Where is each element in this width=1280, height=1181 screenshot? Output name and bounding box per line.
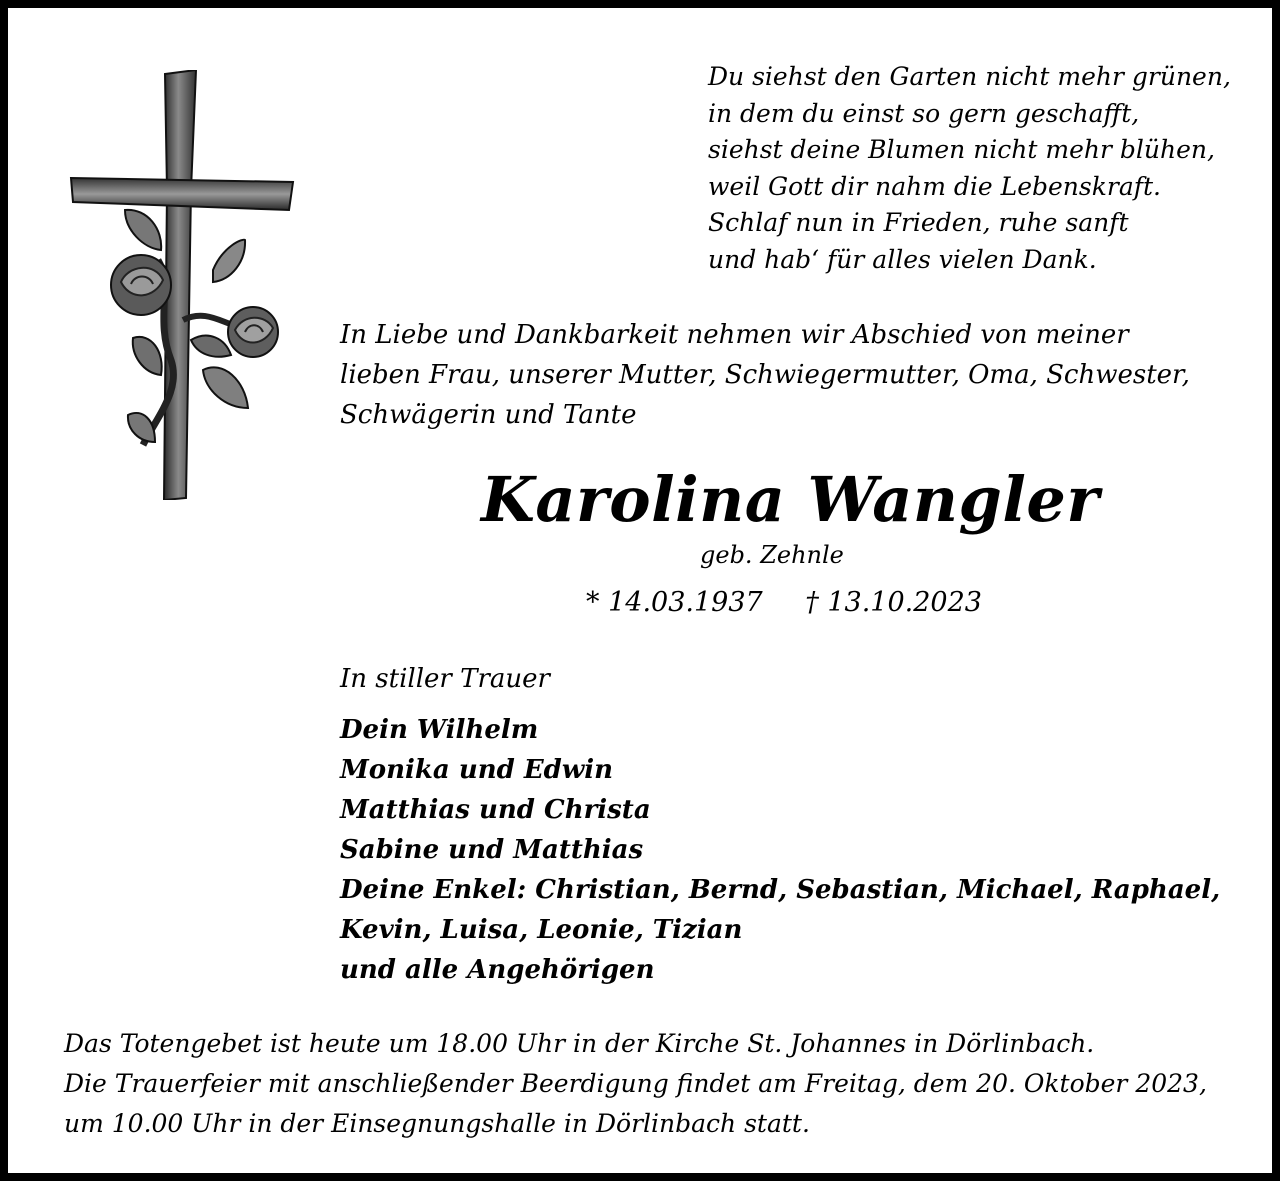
intro-line: lieben Frau, unserer Mutter, Schwiegermutter, Oma, Schwester, [340,360,1190,390]
grief-intro: In stiller Trauer [340,664,550,694]
notice-line: um 10.00 Uhr in der Einsegnungshalle in Dörlinbach statt. [64,1109,810,1138]
life-dates [586,587,982,618]
poem-line: in dem du einst so gern geschafft, [708,98,1140,128]
notice-line: Das Totengebet ist heute um 18.00 Uhr in der Kirche St. Johannes in Dörlinbach. [64,1029,1095,1058]
service-notice [64,1024,1207,1144]
mourner-line: und alle Angehörigen [340,955,655,985]
poem-line: Du siehst den Garten nicht mehr grünen, [708,62,1231,91]
mourners-list [340,710,1220,990]
birth-name: geb. Zehnle [700,541,844,569]
mourner-line: Deine Enkel: Christian, Bernd, Sebastian, Michael, Raphael, [340,875,1221,905]
cross-with-roses-icon [63,70,303,500]
notice-line: Die Trauerfeier mit anschließender Beerdigung findet am Freitag, dem 20. Oktober 2023, [64,1069,1207,1098]
poem-line: und hab‘ für alles vielen Dank. [708,244,1097,274]
poem [708,59,1231,278]
intro-line: Schwägerin und Tante [340,400,637,430]
mourner-line: Kevin, Luisa, Leonie, Tizian [340,915,743,945]
poem-line: weil Gott dir nahm die Lebenskraft. [708,171,1161,201]
poem-line: Schlaf nun in Frieden, ruhe sanft [708,208,1129,237]
poem-line: siehst deine Blumen nicht mehr blühen, [708,135,1215,164]
birth-date: * 14.03.1937 [586,587,763,618]
mourner-line: Dein Wilhelm [340,715,539,745]
farewell-intro [340,315,1190,435]
deceased-name: Karolina Wangler [481,463,1100,536]
mourner-line: Sabine und Matthias [340,835,644,865]
intro-line: In Liebe und Dankbarkeit nehmen wir Abschied von meiner [340,320,1129,350]
mourner-line: Monika und Edwin [340,755,614,785]
mourner-line: Matthias und Christa [340,795,651,825]
death-date: † 13.10.2023 [805,587,982,618]
